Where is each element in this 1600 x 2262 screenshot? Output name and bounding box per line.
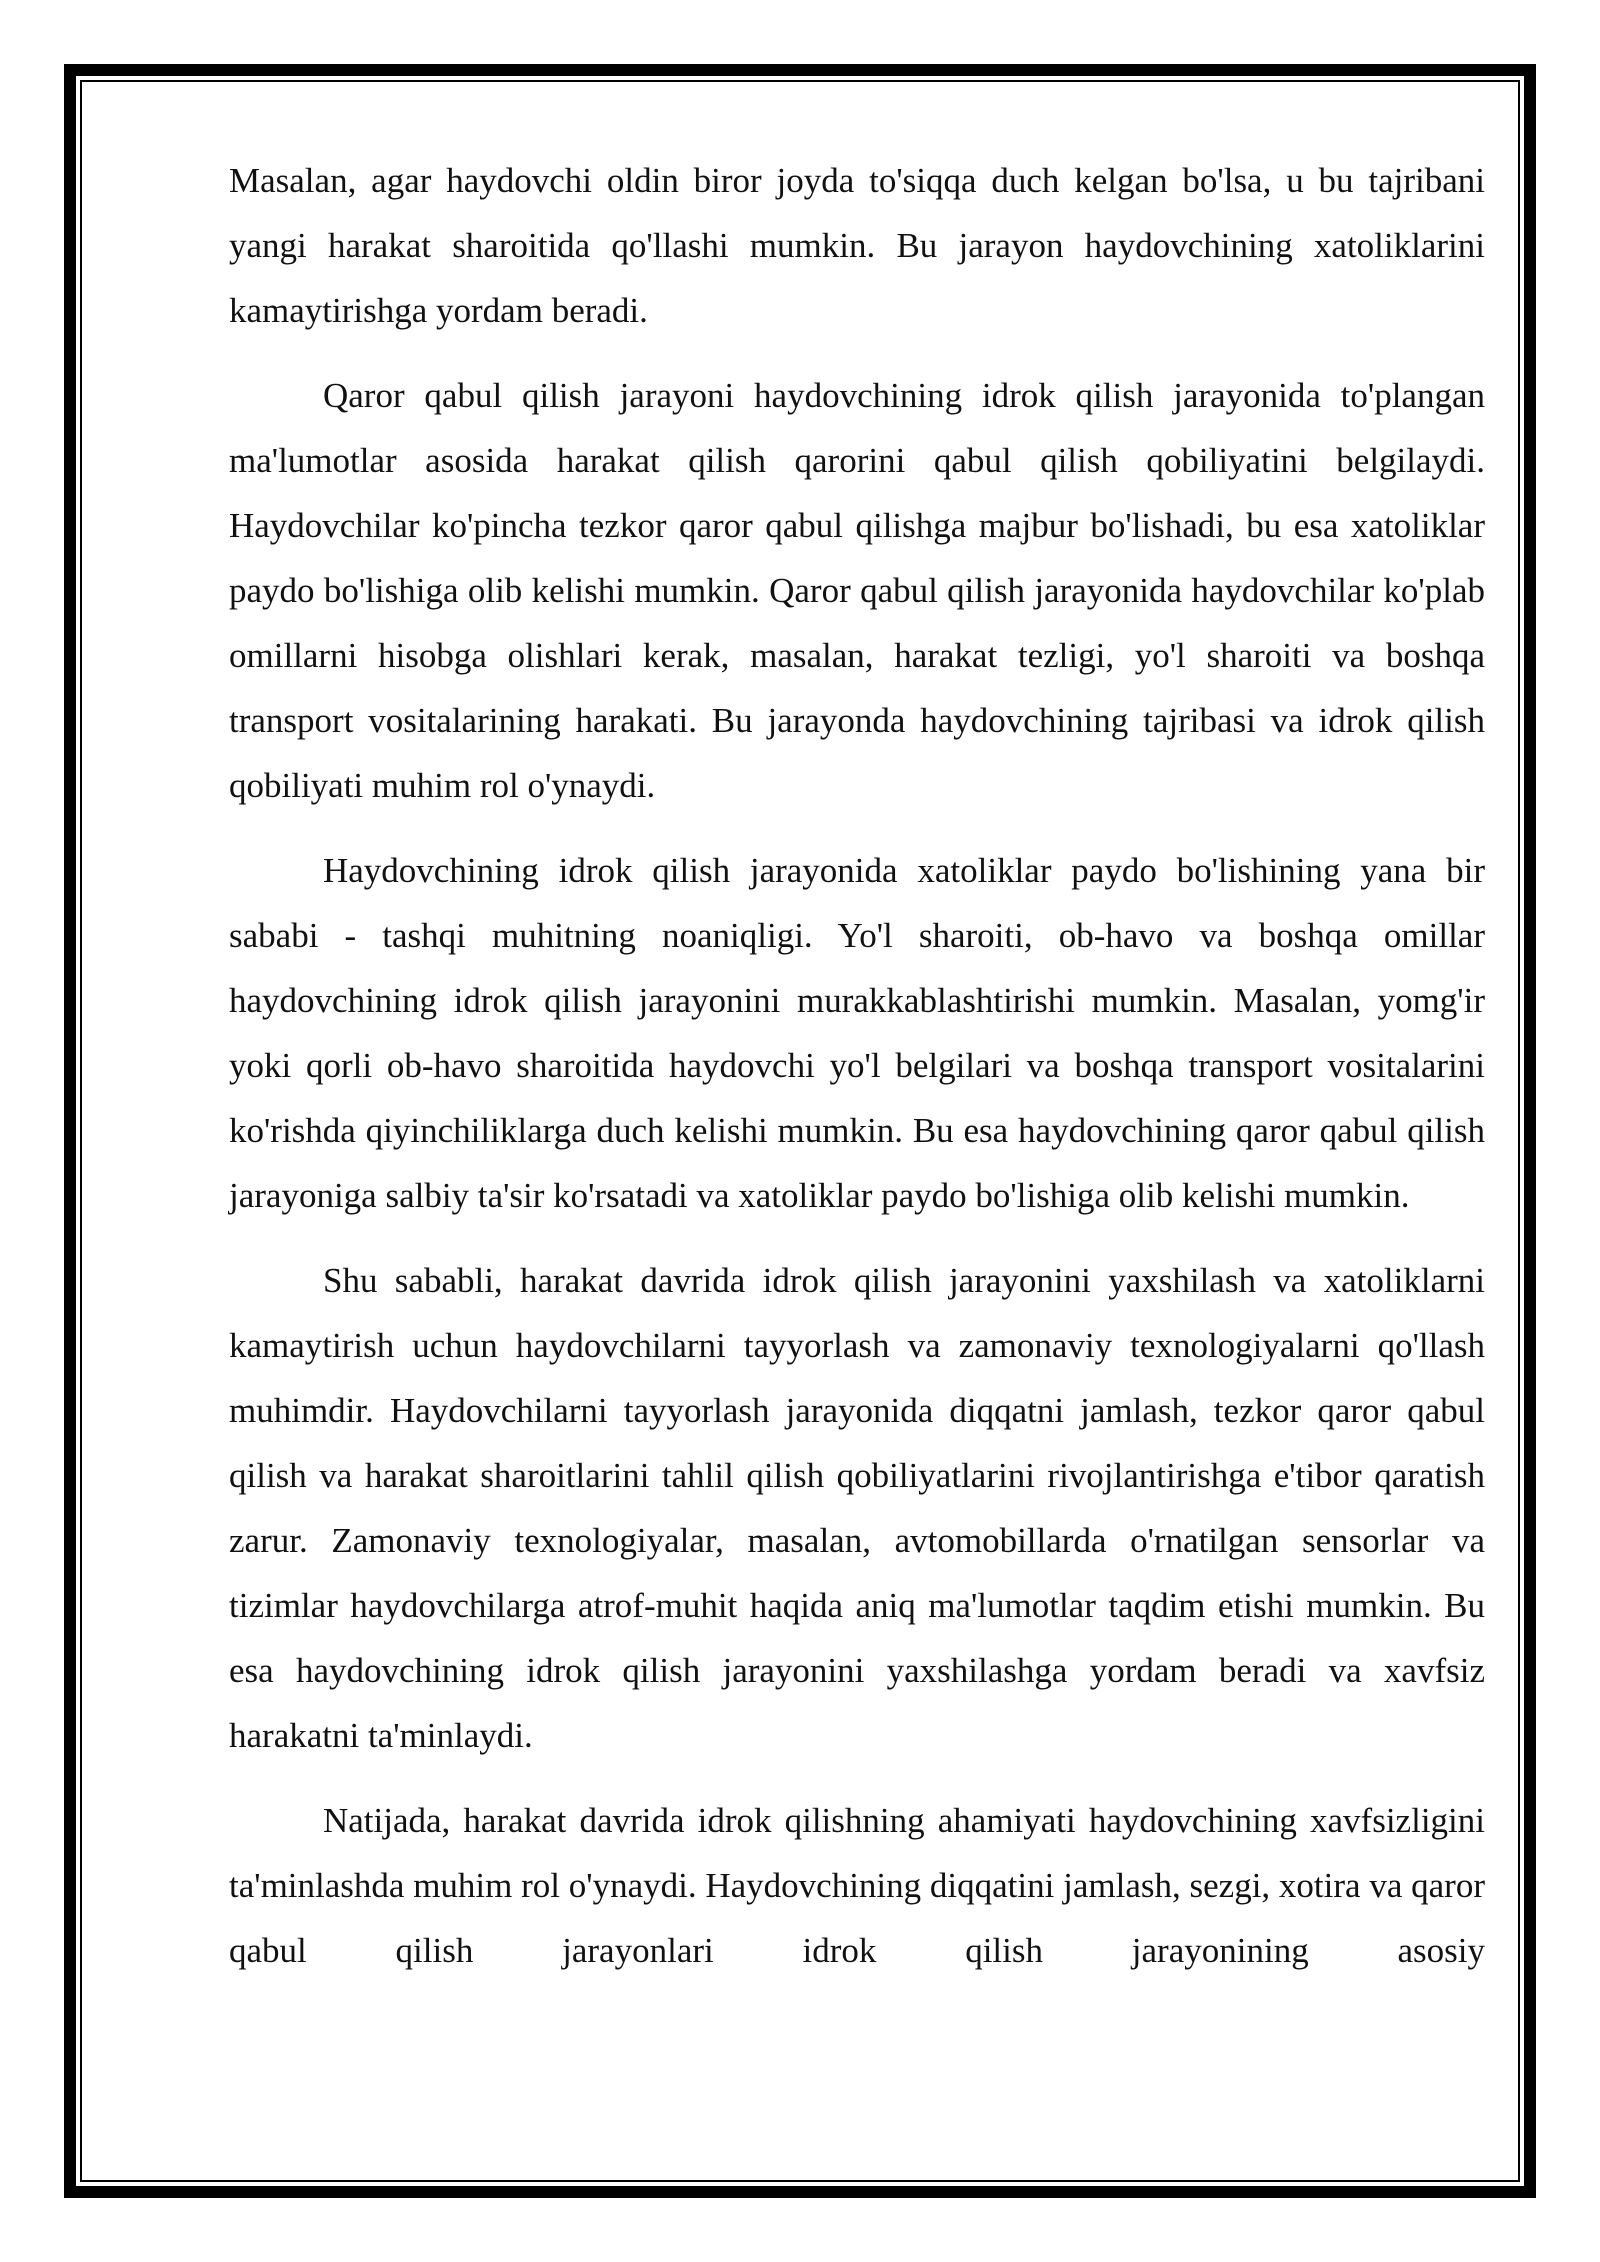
paragraph-2: Qaror qabul qilish jarayoni haydovchining idrok qilish jarayonida to'plangan ma'lumotlar asosida harakat qilish qarorini qabul qilish qobiliyatini belgilaydi. Haydovchilar ko'pincha tezkor qaror qabul qilishga majbur bo'lishadi, bu esa xatoliklar paydo bo'lishiga olib kelishi mumkin. Qaror qabul qilish jarayonida haydovchilar ko'plab omillarni hisobga olishlari kerak, masalan, harakat tezligi, yo'l sharoiti va boshqa transport vositalarining harakati. Bu jarayonda haydovchining tajribasi va idrok qilish qobiliyati muhim rol o'ynaydi.: [229, 376, 1485, 805]
document-body: [229, 148, 1485, 2003]
paragraph-4: Shu sababli, harakat davrida idrok qilish jarayonini yaxshilash va xatoliklarni kamaytirish uchun haydovchilarni tayyorlash va zamonaviy texnologiyalarni qo'llash muhimdir. Haydovchilarni tayyorlash jarayonida diqqatni jamlash, tezkor qaror qabul qilish va harakat sharoitlarini tahlil qilish qobiliyatlarini rivojlantirishga e'tibor qaratish zarur. Zamonaviy texnologiyalar, masalan, avtomobillarda o'rnatilgan sensorlar va tizimlar haydovchilarga atrof-muhit haqida aniq ma'lumotlar taqdim etishi mumkin. Bu esa haydovchining idrok qilish jarayonini yaxshilashga yordam beradi va xavfsiz harakatni ta'minlaydi.: [229, 1261, 1485, 1755]
paragraph-1: Masalan, agar haydovchi oldin biror joyda to'siqqa duch kelgan bo'lsa, u bu tajribani yangi harakat sharoitida qo'llashi mumkin. Bu jarayon haydovchining xatoliklarini kamaytirishga yordam beradi.: [229, 161, 1485, 330]
paragraph-5: Natijada, harakat davrida idrok qilishning ahamiyati haydovchining xavfsizligini ta'minlashda muhim rol o'ynaydi. Haydovchining diqqatini jamlash, sezgi, xotira va qaror qabul qilish jarayonlari idrok qilish jarayonining asosiy: [229, 1801, 1485, 1970]
paragraph-3: Haydovchining idrok qilish jarayonida xatoliklar paydo bo'lishining yana bir sababi - tashqi muhitning noaniqligi. Yo'l sharoiti, ob-havo va boshqa omillar haydovchining idrok qilish jarayonini murakkablashtirishi mumkin. Masalan, yomg'ir yoki qorli ob-havo sharoitida haydovchi yo'l belgilari va boshqa transport vositalarini ko'rishda qiyinchiliklarga duch kelishi mumkin. Bu esa haydovchining qaror qabul qilish jarayoniga salbiy ta'sir ko'rsatadi va xatoliklar paydo bo'lishiga olib kelishi mumkin.: [229, 851, 1485, 1215]
